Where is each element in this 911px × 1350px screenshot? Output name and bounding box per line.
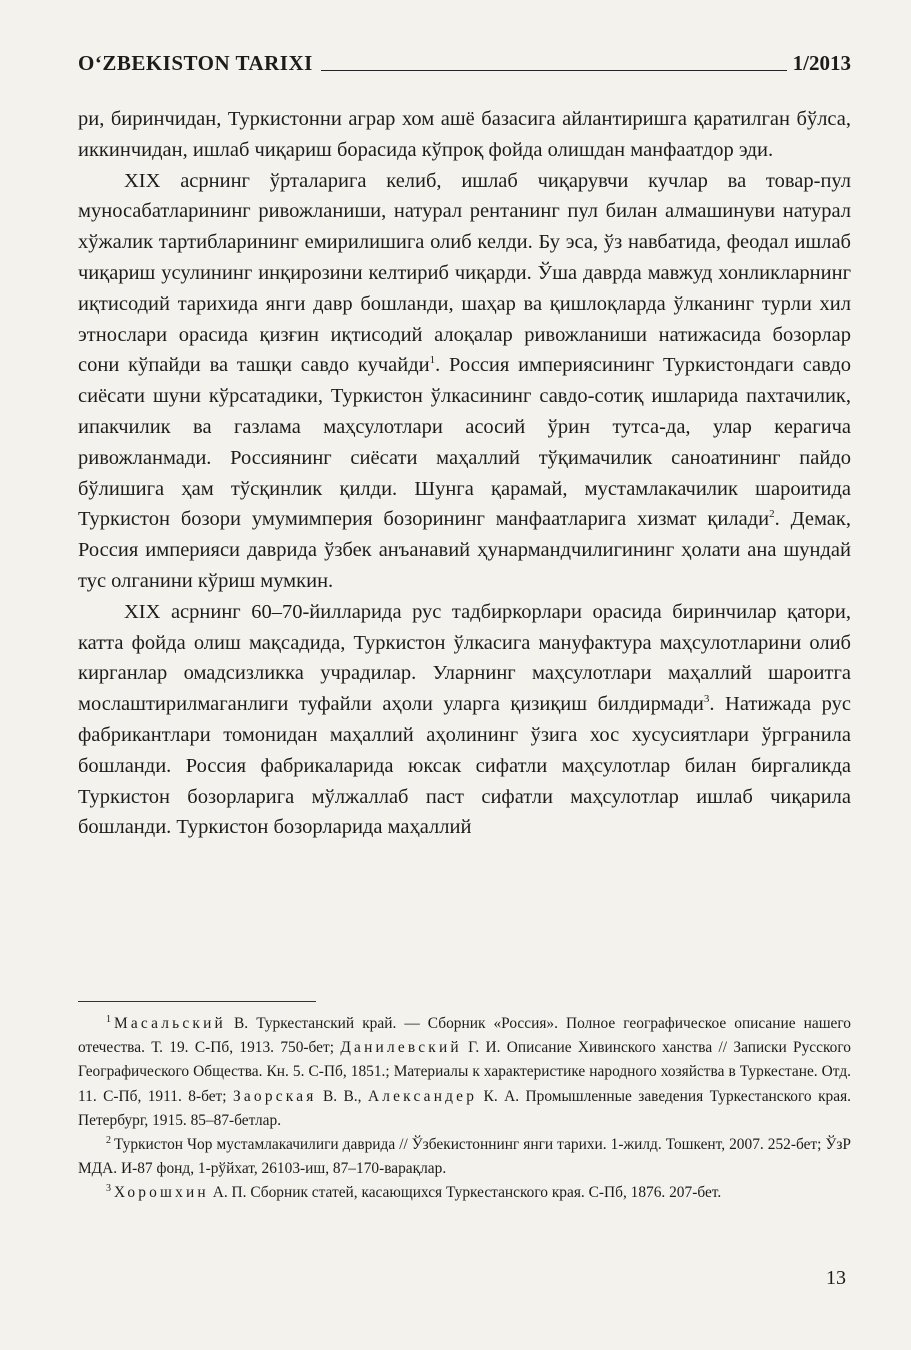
journal-title: O‘ZBEKISTON TARIXI (78, 51, 313, 75)
footnote-1-text-1: В. Туркестанский край. — Сборник «Россия». Полное географическое описание нашего отечества. Т. 19. С-Пб, 1913. 750-бет; (78, 1015, 851, 1057)
paragraph-3-part-1: XIX асрнинг 60–70-йилларида рус тадбиркорлари орасида биринчилар қатори, катта фойда олиш мақсадида, Туркистон ўлкасига мануфактура маҳсулотларини олиб кирганлар омадсизликка учрадилар. Уларнинг маҳсулотлари маҳаллий шароитга мослаштирилмаганлиги туфайли аҳоли уларга қизиқиш билдирмади (78, 600, 851, 716)
footnote-1-text-4: К. А. Промышленные заведения Туркестанского края. Петербург, 1915. 85–87-бетлар. (78, 1087, 852, 1129)
page-number: 13 (826, 1267, 846, 1289)
paragraph-1: ри, биринчидан, Туркистонни аграр хом ашё базасига айлантиришга қаратилган бўлса, иккинчидан, ишлаб чиқариш борасида кўпроқ фойда олишдан манфаатдор эди. (78, 108, 851, 161)
issue-number: 1/2013 (792, 51, 851, 75)
main-text (78, 104, 851, 843)
paragraph-3 (78, 597, 851, 843)
paragraph-2-part-1: XIX асрнинг ўрталарига келиб, ишлаб чиқарувчи кучлар ва товар-пул муносабатларининг ривожланиши, натурал рентанинг пул билан алмашинуви натурал хўжалик тартибларининг емирилишига олиб келди. Бу эса, ўз навбатида, феодал ишлаб чиқариш усулининг инқирозини келтириб чиқарди. Ўша даврда мавжуд хонликларнинг иқтисодий тарихида янги давр бошланди, шаҳар ва қишлоқларда ўлканинг турли хил этнослари орасида қизғин иқтисодий алоқалар ривожланиши натижасида бозорлар сони кўпайди ва ташқи савдо кучайди (78, 169, 851, 377)
paragraph-2-part-3: . Демак, Россия империяси даврида ўзбек анъанавий ҳунармандчилигининг ҳолати ана шундай тус олганини кўриш мумкин. (78, 508, 851, 592)
footnotes (78, 1012, 851, 1206)
footnote-2 (78, 1133, 851, 1181)
footnote-3-author: Хорошхин (114, 1184, 209, 1202)
footnote-1-text-2: Г. И. Описание Хивинского ханства // Записки Русского Географического Общества. Кн. 5. С-Пб, 1851.; Материалы к характеристике народного хозяйства в Туркестане. Отд. 11. С-Пб, 1911. 8-бет; (78, 1039, 851, 1105)
paragraph-2-part-2: . Россия империясининг Туркистондаги савдо сиёсати шуни кўрсатадики, Туркистон ўлкасининг савдо-сотиқ ишларида пахтачилик, ипакчилик ва газлама маҳсулотлари асосий ўрин тутса-да, улар керагича ривожланмади. Россиянинг сиёсати маҳаллий тўқимачилик саноатининг пайдо бўлишига ҳам тўсқинлик қилди. Шунга қарамай, мустамлакачилик шароитида Туркистон бозори умумимперия бозорининг манфаатларига хизмат қилади (78, 354, 851, 531)
footnote-ref-3[interactable]: 3 (703, 693, 710, 706)
footnote-3-text: А. П. Сборник статей, касающихся Туркестанского края. С-Пб, 1876. 207-бет. (208, 1184, 722, 1202)
footnote-3-mark: 3 (106, 1183, 111, 1195)
footnote-2-mark: 2 (106, 1135, 111, 1147)
footnote-ref-2[interactable]: 2 (769, 508, 775, 521)
footnote-1-text-3: В. В., (316, 1087, 368, 1105)
paragraph-2 (78, 166, 851, 597)
footnote-1-author-2: Данилевский (340, 1039, 462, 1057)
running-header (78, 46, 851, 76)
header-rule (321, 70, 787, 71)
footnote-1 (78, 1012, 851, 1133)
footnote-ref-1[interactable]: 1 (429, 354, 436, 367)
footnote-1-author-4: Александер (367, 1087, 478, 1105)
footnote-2-text: Туркистон Чор мустамлакачилиги даврида // Ўзбекистоннинг янги тарихи. 1-жилд. Тошкент, 2007. 252-бет; ЎзР МДА. И-87 фонд, 1-рўйхат, 26103-иш, 87–170-варақлар. (78, 1136, 851, 1178)
footnote-1-author-1: Масальский (114, 1015, 226, 1032)
footnote-1-author-3: Заорская (232, 1087, 317, 1105)
footnote-separator (78, 1001, 316, 1002)
paragraph-3-part-2: . Натижада рус фабрикантлари томонидан маҳаллий аҳолининг ўзига хос хусусиятлари ўргранила бошланди. Россия фабрикаларида юксак сифатли маҳсулотлар билан биргаликда Туркистон бозорларига мўлжаллаб паст сифатли маҳсулотлар ишлаб чиқарила бошланди. Туркистон бозорларида маҳаллий (78, 693, 851, 839)
footnote-3 (78, 1181, 851, 1205)
footnote-1-mark: 1 (106, 1014, 111, 1025)
